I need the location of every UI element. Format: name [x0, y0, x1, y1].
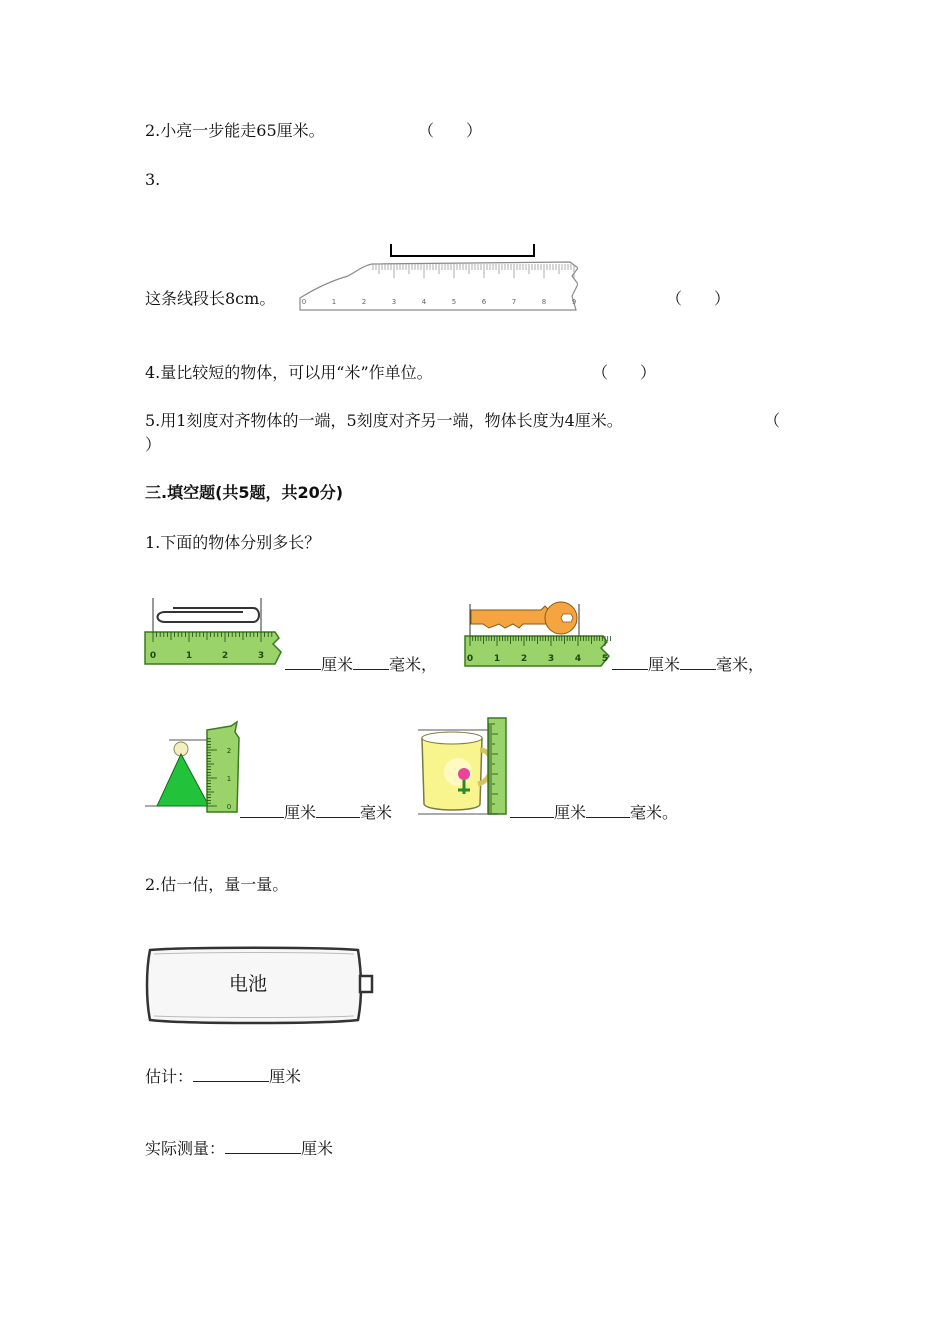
judgement-q2 [145, 118, 325, 141]
line-segment-bracket [391, 244, 534, 256]
cone-ruler-image [145, 718, 241, 818]
fill-q1-row2-part2: 厘米 毫米。 [510, 800, 678, 823]
judgement-q2-answer-paren[interactable]: （ ） [418, 121, 483, 140]
cup-ruler-image [414, 714, 510, 818]
fill-q1-row2-part1: 厘米 毫米 [240, 800, 392, 823]
judgement-q3-number: 3. [145, 170, 161, 189]
judgement-q3-answer-paren[interactable]: （ ） [666, 289, 731, 308]
ruler-label: 1 [185, 651, 193, 661]
paperclip-ruler-image [143, 598, 285, 670]
judgement-q5-paren-close: ） [145, 435, 162, 454]
answer-blank-cm-2[interactable] [612, 655, 648, 670]
fill-q1-row1-part1: 厘米 毫米， [285, 652, 437, 675]
ruler-label: 6 [481, 298, 487, 306]
section3-title: 三.填空题(共5题，共20分) [145, 483, 344, 502]
ruler-label: 8 [541, 298, 547, 306]
ruler-label: 9 [571, 298, 577, 306]
ruler-label: 2 [221, 651, 229, 661]
ruler-label: 5 [451, 298, 457, 306]
ruler-label: 2 [226, 747, 232, 755]
green-ruler-2 [465, 636, 609, 666]
ruler-label: 5 [601, 654, 609, 664]
judgement-q5-text: 5.用1刻度对齐物体的一端，5刻度对齐另一端，物体长度为4厘米。 [145, 411, 623, 430]
battery-terminal [360, 976, 372, 992]
flower-icon [458, 768, 470, 780]
fill-q1-row1-part2: 厘米 毫米， [612, 652, 764, 675]
judgement-q3-text: 这条线段长8cm。 [145, 289, 276, 308]
ruler-label: 2 [361, 298, 367, 306]
judgement-q4-text: 4.量比较短的物体，可以用“米”作单位。 [145, 363, 433, 382]
battery-image [144, 944, 380, 1026]
fill-q2-text: 2.估一估，量一量。 [145, 875, 289, 894]
ruler-label: 0 [226, 803, 232, 811]
answer-blank-cm-3[interactable] [240, 803, 284, 818]
ruler-label: 0 [149, 651, 157, 661]
ruler-image [296, 240, 578, 312]
actual-row: 实际测量： 厘米 [145, 1139, 334, 1158]
ruler-label: 1 [331, 298, 337, 306]
ruler-label: 1 [226, 775, 232, 783]
answer-blank-mm-2[interactable] [680, 655, 716, 670]
answer-blank-cm-4[interactable] [510, 803, 554, 818]
judgement-q2-text: 2.小亮一步能走65厘米。 [145, 121, 325, 140]
estimate-answer-blank[interactable] [193, 1067, 269, 1082]
answer-blank-mm-4[interactable] [586, 803, 630, 818]
fill-q1-text: 1.下面的物体分别多长？ [145, 533, 321, 552]
judgement-q4-answer-paren[interactable]: （ ） [592, 363, 657, 382]
ruler-label: 3 [257, 651, 265, 661]
ruler-label: 4 [574, 654, 582, 664]
paperclip-icon [158, 608, 260, 622]
actual-label: 实际测量： [145, 1139, 226, 1158]
answer-blank-cm-1[interactable] [285, 655, 321, 670]
ruler-label: 7 [511, 298, 517, 306]
ruler-label: 2 [520, 654, 528, 664]
answer-blank-mm-1[interactable] [353, 655, 389, 670]
answer-blank-mm-3[interactable] [316, 803, 360, 818]
battery-label: 电池 [228, 973, 268, 995]
ruler-label: 0 [301, 298, 307, 306]
key-ruler-image [463, 600, 613, 670]
vertical-ruler-1 [207, 722, 239, 812]
ruler-label: 0 [466, 654, 474, 664]
cone-icon [157, 754, 209, 806]
ruler-label: 1 [493, 654, 501, 664]
ruler-label: 4 [421, 298, 427, 306]
estimate-label: 估计： [145, 1067, 194, 1086]
estimate-row: 估计： 厘米 [145, 1067, 302, 1086]
judgement-q5-paren-open[interactable]: （ [764, 411, 781, 430]
actual-answer-blank[interactable] [225, 1139, 301, 1154]
ruler-label: 3 [547, 654, 555, 664]
ruler-label: 3 [391, 298, 397, 306]
